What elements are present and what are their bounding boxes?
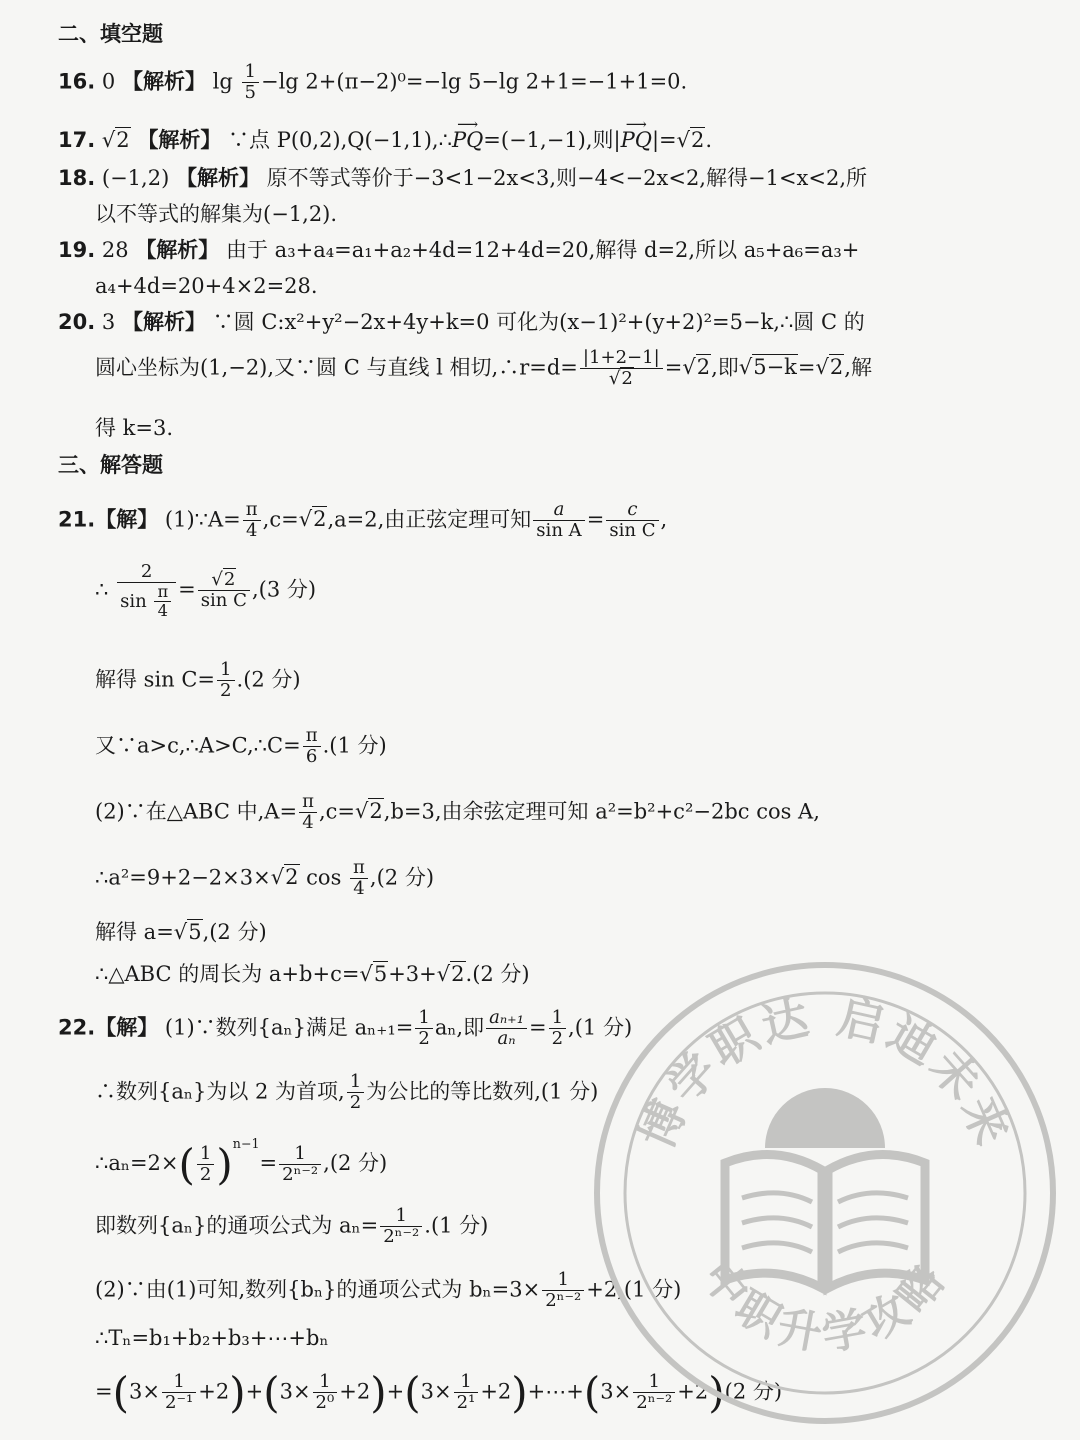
- q21-score-1: ,(3 分): [251, 577, 317, 602]
- q21-frac-pi4: $\frac{\pi}{4}$: [243, 500, 261, 542]
- q22-score-5: (2 分): [724, 1379, 783, 1404]
- q22-term4-frac: $\frac{1}{\text{2ⁿ⁻²}}$: [633, 1372, 675, 1414]
- q17-root: √2: [676, 128, 705, 152]
- q21-text-6a: ∴a²=9+2−2×3×: [95, 865, 271, 890]
- q16-line: [58, 62, 687, 104]
- q21-text-5c: ,b=3,由余弦定理可知 a²=b²+c²−2bc cos A,: [383, 799, 820, 824]
- q21-frac-a-sinA: $\frac{a}{\text{sin A}}$: [533, 500, 584, 542]
- q17-number: 17.: [58, 128, 96, 152]
- q22-text-1a: (1)∵数列{aₙ}满足 aₙ₊₁=: [164, 1015, 414, 1040]
- q22-term3-pre: 3×: [420, 1379, 452, 1404]
- q16-text-b: −lg 2+(π−2)⁰=−lg 5−lg 2+1=−1+1=0.: [260, 69, 688, 94]
- q22-text-2b: 为公比的等比数列,(1 分): [366, 1079, 599, 1104]
- q21-therefore: ∴: [95, 577, 109, 602]
- stamp-top-text: 博学职达 启迪未来: [629, 989, 1021, 1156]
- q22-plus-1: +: [245, 1379, 264, 1404]
- q22-line-3: [95, 1136, 388, 1189]
- q21-score-5: ,(2 分): [202, 920, 267, 944]
- q20-root-2: √5−k: [738, 355, 797, 380]
- q19-tag: 【解析】: [135, 238, 220, 262]
- q20-text-2e: ,解: [844, 355, 872, 380]
- q19-number: 19.: [58, 238, 96, 262]
- q21-frac-2-sin: 2 sin $\frac{\pi}{4}$: [117, 562, 176, 620]
- q22-text-4a: 即数列{aₙ}的通项公式为 aₙ=: [95, 1213, 379, 1238]
- q22-plus-2: +: [386, 1379, 405, 1404]
- q18-number: 18.: [58, 166, 96, 190]
- q22-line-2: [95, 1072, 598, 1114]
- q21-text-1c: ,a=2,由正弦定理可知: [327, 507, 532, 532]
- q21-text-1b: ,c=: [262, 507, 299, 532]
- q21-line-5: [95, 792, 820, 834]
- q22-frac-half-4: $\frac{1}{2}$: [197, 1144, 214, 1186]
- q17-answer: √2: [101, 128, 130, 152]
- q21-root-1: √2: [298, 507, 327, 532]
- q22-term1-pre: 3×: [129, 1379, 160, 1404]
- q21-tag: 【解】: [95, 507, 159, 532]
- q21-line-4: [95, 726, 387, 768]
- q21-eq-1: =: [586, 507, 605, 532]
- q21-frac-half: $\frac{1}{2}$: [217, 660, 234, 702]
- q18-text-1: 原不等式等价于−3<1−2x<3,则−4<−2x<2,解得−1<x<2,所: [266, 166, 868, 190]
- q22-term2-post: +2: [339, 1379, 371, 1404]
- q22-frac-half-1: $\frac{1}{2}$: [415, 1008, 432, 1050]
- q16-text-a: lg: [212, 69, 233, 94]
- q22-term1-frac: $\frac{1}{\text{2⁻¹}}$: [162, 1372, 196, 1414]
- q17-vector-1: ⟶ PQ: [451, 116, 484, 152]
- q21-line-3: [95, 660, 301, 702]
- q20-tag: 【解析】: [121, 310, 206, 334]
- q22-tag: 【解】: [95, 1015, 159, 1040]
- q22-term4-pre: 3×: [600, 1379, 632, 1404]
- q17-vector-2: ⟶ PQ: [620, 116, 652, 152]
- book-icon: [725, 1088, 925, 1288]
- q21-root-6: √2: [436, 962, 465, 986]
- q22-line-1: [58, 1008, 632, 1050]
- q16-number: 16.: [58, 69, 96, 94]
- q20-eq: =: [664, 355, 683, 380]
- q20-line-2: [95, 348, 872, 390]
- q21-score-6: .(2 分): [465, 962, 530, 986]
- q21-eq-2: =: [178, 577, 196, 602]
- q17-period: .: [705, 128, 713, 152]
- q21-frac-pi4-b: $\frac{\pi}{4}$: [299, 792, 317, 834]
- q22-number: 22.: [58, 1015, 96, 1040]
- q20-text-2c: ,即: [711, 355, 739, 380]
- q21-text-7a: 解得 a=: [95, 920, 174, 944]
- q22-score-3: .(1 分): [424, 1213, 489, 1238]
- watermark-stamp: [590, 958, 1060, 1428]
- q21-frac-c-sinC: $\frac{c}{\text{sin C}}$: [606, 500, 658, 542]
- q18-tag: 【解析】: [175, 166, 260, 190]
- q22-score-2: ,(2 分): [323, 1151, 388, 1175]
- q19-text-1: 由于 a₃+a₄=a₁+a₂+4d=12+4d=20,解得 d=2,所以 a₅+a₆=a₃+: [226, 238, 860, 262]
- q22-text-2a: ∴数列{aₙ}为以 2 为首项,: [95, 1079, 345, 1104]
- q19-line-1: [58, 238, 859, 263]
- q18-answer: (−1,2): [101, 166, 170, 190]
- q19-answer: 28: [101, 238, 129, 262]
- q21-number: 21.: [58, 507, 96, 532]
- q21-line-6: [95, 858, 434, 900]
- q21-root-3: √2: [270, 865, 299, 890]
- section-title-solutions: 三、解答题: [58, 453, 163, 477]
- q21-frac-pi4-c: $\frac{\pi}{4}$: [350, 858, 368, 900]
- q17-tag: 【解析】: [137, 128, 222, 152]
- q19-text-2: a₄+4d=20+4×2=28.: [95, 274, 318, 298]
- q22-term4-post: +2: [677, 1379, 709, 1404]
- q22-exponent: n−1: [232, 1136, 260, 1151]
- q21-root-5: √5: [359, 962, 388, 986]
- q22-text-5a: (2)∵由(1)可知,数列{bₙ}的通项公式为 bₙ=3×: [95, 1277, 541, 1302]
- q20-line-1: [58, 310, 865, 335]
- q16-fraction: $\frac{1}{5}$: [242, 62, 259, 104]
- q21-score-2: .(2 分): [236, 667, 301, 692]
- q21-cos: cos: [299, 865, 349, 890]
- q22-score-1: ,(1 分): [568, 1015, 633, 1040]
- q21-score-4: ,(2 分): [369, 865, 435, 890]
- q16-tag: 【解析】: [121, 69, 206, 94]
- q18-text-2: 以不等式的解集为(−1,2).: [95, 202, 338, 226]
- q17-text-c: |=: [651, 128, 677, 152]
- q22-frac-half-2: $\frac{1}{2}$: [549, 1008, 566, 1050]
- q17-text-a: ∵点 P(0,2),Q(−1,1),∴: [228, 128, 452, 152]
- q21-line-7: [95, 920, 267, 945]
- q17-line: [58, 116, 713, 153]
- q21-comma: ,: [660, 507, 668, 532]
- q20-root-3: √2: [815, 355, 844, 380]
- q22-eq-1: =: [528, 1015, 547, 1040]
- q20-answer: 3: [101, 310, 116, 334]
- q22-paren-close: ): [216, 1139, 233, 1189]
- q21-root-4: √5: [173, 920, 202, 944]
- q21-root-2: √2: [355, 799, 383, 824]
- q21-text-8a: ∴△ABC 的周长为 a+b+c=: [95, 962, 360, 986]
- q20-text-3: 得 k=3.: [95, 416, 174, 440]
- q20-eq-2: =: [797, 355, 816, 380]
- q21-text-8b: +3+: [388, 962, 437, 986]
- q22-frac-pow: $\frac{1}{\text{2ⁿ⁻²}}$: [279, 1144, 321, 1186]
- q21-line-8: [95, 962, 530, 987]
- q20-text-1: ∵圆 C:x²+y²−2x+4y+k=0 可化为(x−1)²+(y+2)²=5−k,∴圆 C 的: [212, 310, 865, 334]
- q22-text-1b: aₙ,即: [434, 1015, 485, 1040]
- section-title-fill-in: 二、填空题: [58, 22, 163, 46]
- q21-text-5a: (2)∵在△ABC 中,A=: [95, 799, 298, 824]
- q22-term3-post: +2: [480, 1379, 512, 1404]
- q22-term3-frac: $\frac{1}{\text{2¹}}$: [454, 1372, 479, 1414]
- q22-term2-frac: $\frac{1}{\text{2⁰}}$: [313, 1372, 338, 1414]
- q22-text-3a: ∴aₙ=2×: [95, 1151, 179, 1175]
- q20-text-2a: 圆心坐标为(1,−2),又∵圆 C 与直线 l 相切,∴r=d=: [95, 355, 578, 380]
- q22-frac-ratio: $\frac{\text{aₙ₊₁}}{\text{aₙ}}$: [486, 1008, 527, 1050]
- q22-frac-half-3: $\frac{1}{2}$: [347, 1072, 364, 1114]
- q21-line-1: [58, 500, 667, 542]
- q22-term2-pre: 3×: [279, 1379, 311, 1404]
- q21-text-3a: 解得 sin C=: [95, 667, 216, 692]
- q21-text-1a: (1)∵A=: [164, 507, 241, 532]
- q21-text-4a: 又∵a>c,∴A>C,∴C=: [95, 733, 301, 758]
- q21-line-2: [95, 562, 316, 620]
- stamp-bottom-text: 中职升学攻略: [691, 1251, 959, 1362]
- q22-term1-post: +2: [198, 1379, 230, 1404]
- q22-eq-2: =: [259, 1151, 278, 1175]
- q21-frac-root2-sinC: $\frac{√2}{\text{sin C}}$: [198, 570, 250, 612]
- q22-line-7: =(3× $\frac{1}{\text{2⁻¹}}$ +2)+(3× $\frac{1}{\text{2⁰}}$ +2)+(3× $\frac{1}{\text{2¹}}$ +2)+⋯+(3× $\frac{1}{\text{2ⁿ⁻²}}$ +2)(2 分): [95, 1368, 783, 1418]
- q22-frac-bn: $\frac{1}{\text{2ⁿ⁻²}}$: [542, 1270, 584, 1312]
- q20-number: 20.: [58, 310, 96, 334]
- q22-paren-open: (: [178, 1139, 195, 1189]
- q21-text-5b: ,c=: [318, 799, 355, 824]
- q16-answer: 0: [101, 69, 116, 94]
- q20-root-1: √2: [682, 355, 711, 380]
- q22-line-4: [95, 1206, 488, 1248]
- q21-frac-pi6: $\frac{\pi}{6}$: [303, 726, 321, 768]
- q22-score-4: +2,(1 分): [586, 1277, 682, 1302]
- q17-text-b: =(−1,−1),则|: [483, 128, 621, 152]
- q21-score-3: .(1 分): [322, 733, 387, 758]
- q20-distance-fraction: $\frac{|1+2-1|}{√2}$: [580, 348, 663, 390]
- q22-line-6: ∴Tₙ=b₁+b₂+b₃+⋯+bₙ: [95, 1326, 329, 1350]
- q22-dots: +⋯+: [527, 1379, 584, 1404]
- q18-line-1: [58, 166, 867, 191]
- q22-eq-3: =: [95, 1379, 113, 1404]
- q22-frac-general: $\frac{1}{\text{2ⁿ⁻²}}$: [380, 1206, 422, 1248]
